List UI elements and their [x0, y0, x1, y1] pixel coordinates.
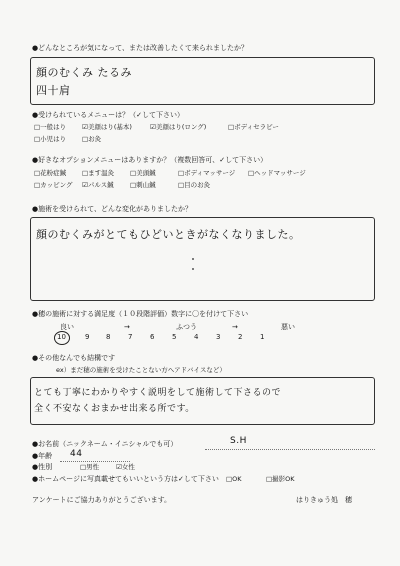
question-other: ●その他なんでも結構です: [32, 354, 116, 362]
answer-reason-line2: 四十肩: [36, 84, 71, 97]
name-value: S.H: [230, 436, 247, 446]
answer-changes: 顔のむくみがとてもひどいときがなくなりました。: [36, 228, 301, 241]
score-option[interactable]: 8: [106, 333, 111, 341]
scale-label-good: 良い: [60, 323, 74, 331]
stray-mark: [192, 268, 194, 270]
arrow-icon: →: [232, 323, 238, 331]
score-option[interactable]: 4: [194, 333, 199, 341]
gender-male-checkbox[interactable]: □男性: [80, 463, 100, 471]
score-option[interactable]: 10: [57, 333, 66, 341]
menu-option-moxibustion[interactable]: □お灸: [82, 135, 102, 143]
option-cupping[interactable]: □カッピング: [34, 181, 73, 189]
menu-option-pediatric[interactable]: □小児はり: [34, 135, 67, 143]
scale-label-normal: ふつう: [176, 323, 197, 331]
option-pulse-acupuncture[interactable]: ☑パルス鍼: [82, 181, 114, 189]
thanks-message: アンケートにご協力ありがとうございます。: [32, 496, 172, 504]
score-option[interactable]: 6: [150, 333, 155, 341]
homepage-photo-label: ●ホームページに写真載せてもいいという方は✓して下さい: [32, 475, 219, 483]
name-label: ●お名前（ニックネーム・イニシャルでも可）: [32, 440, 178, 448]
name-underline: [205, 449, 375, 450]
score-option[interactable]: 2: [238, 333, 243, 341]
question-reason: ●どんなところが気になって、または改善したくて来られましたか？: [32, 44, 248, 52]
score-option[interactable]: 3: [216, 333, 221, 341]
clinic-name: はりきゅう処 穂: [296, 496, 352, 504]
question-satisfaction: ●穂の施術に対する満足度（１０段階評価）数字に〇を付けて下さい: [32, 310, 249, 318]
menu-option-facial-long[interactable]: ☑美顔はり(ロング): [150, 123, 207, 131]
gender-female-checkbox[interactable]: ☑女性: [116, 463, 135, 471]
age-value: 44: [70, 449, 83, 459]
gender-label: ●性別: [32, 463, 53, 471]
option-warm-moxa[interactable]: □ます温灸: [82, 169, 115, 177]
age-label: ●年齢: [32, 452, 53, 460]
score-option[interactable]: 5: [172, 333, 177, 341]
option-head-acupuncture[interactable]: □美頭鍼: [130, 169, 156, 177]
menu-option-facial-basic[interactable]: ☑美顔はり(基本): [82, 123, 132, 131]
question-other-sub: ex）まだ穂の施術を受けたことない方へアドバイスなど）: [56, 366, 226, 374]
option-needle-mountain[interactable]: □刺山鍼: [130, 181, 156, 189]
score-option[interactable]: 9: [85, 333, 90, 341]
score-option[interactable]: 1: [260, 333, 265, 341]
answer-other-line2: 全く不安なくおまかせ出来る所です。: [34, 404, 195, 414]
question-option-menu: ●好きなオプションメニューはありますか？（複数回答可、✓して下さい）: [32, 156, 268, 164]
answer-other-line1: とても丁寧にわかりやすく説明をして施術して下さるので: [34, 388, 282, 398]
option-eye-moxa[interactable]: □目のお灸: [178, 181, 211, 189]
homepage-ok-checkbox[interactable]: □OK: [226, 475, 242, 483]
menu-option-body-therapy[interactable]: □ボディセラピー: [228, 123, 279, 131]
option-head-massage[interactable]: □ヘッドマッサージ: [248, 169, 306, 177]
score-option[interactable]: 7: [128, 333, 133, 341]
age-underline: [60, 461, 130, 462]
scale-label-bad: 悪い: [281, 323, 295, 331]
menu-option-general[interactable]: □一般はり: [34, 123, 67, 131]
stray-mark: [192, 258, 194, 260]
question-menu: ●受けられているメニューは？（✓して下さい）: [32, 111, 184, 119]
answer-reason-line1: 顔のむくみ たるみ: [36, 66, 132, 79]
arrow-icon: →: [124, 323, 130, 331]
option-hay-fever[interactable]: □花粉症鍼: [34, 169, 67, 177]
photo-ok-checkbox[interactable]: □撮影OK: [266, 475, 295, 483]
question-changes: ●施術を受けられて、どんな変化がありましたか？: [32, 205, 192, 213]
option-body-massage[interactable]: □ボディマッサージ: [178, 169, 236, 177]
